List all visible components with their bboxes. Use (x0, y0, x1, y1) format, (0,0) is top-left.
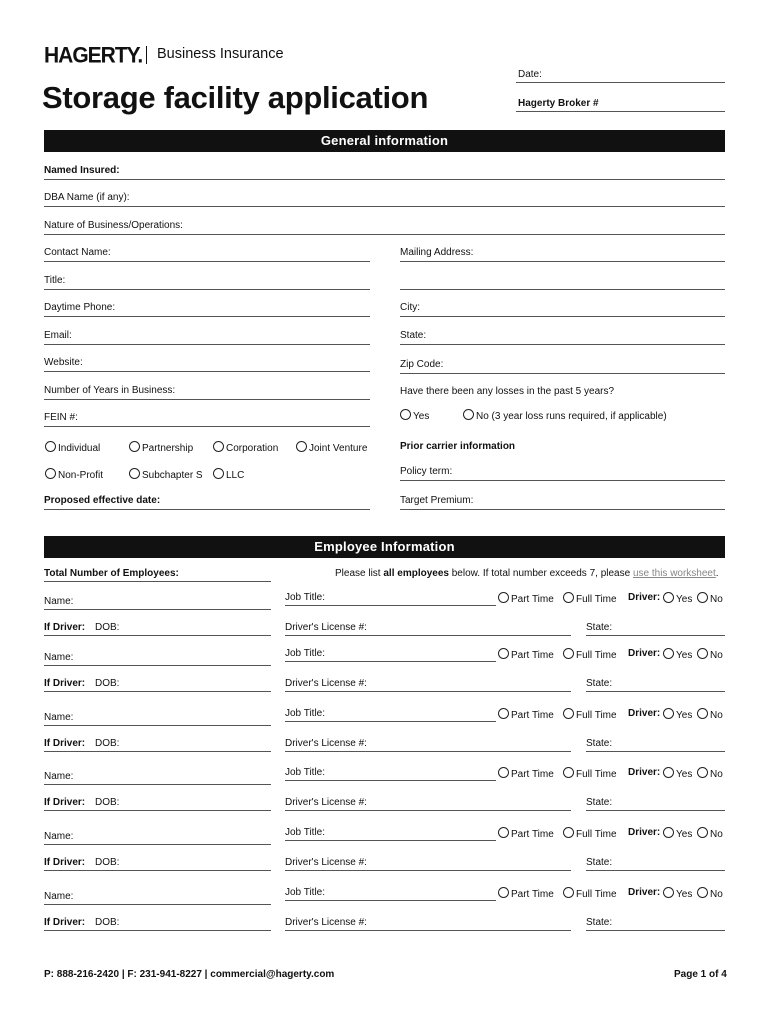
dob-label: DOB: (95, 917, 120, 928)
license-field[interactable] (285, 751, 571, 752)
page-title: Storage facility application (42, 80, 429, 115)
full-time-label: Full Time (576, 594, 617, 605)
driver-yes-label: Yes (676, 769, 693, 780)
job-title-label: Job Title: (285, 767, 326, 778)
driver-no-label: No (710, 650, 723, 661)
part-time-radio[interactable] (498, 767, 554, 780)
license-field[interactable] (285, 810, 571, 811)
driver-no-radio[interactable] (697, 708, 723, 721)
entity-corporation-radio[interactable] (213, 441, 278, 454)
employee-name-field[interactable] (44, 784, 271, 785)
entity-subchapter-s-radio[interactable] (129, 468, 203, 481)
if-driver-label: If Driver: (44, 917, 86, 928)
full-time-radio[interactable] (563, 887, 617, 900)
job-title-field[interactable] (285, 780, 496, 781)
radio-icon (663, 708, 674, 719)
job-title-label: Job Title: (285, 827, 326, 838)
radio-icon (213, 441, 224, 452)
radio-icon (663, 887, 674, 898)
note-text: below. If total number exceeds 7, please (448, 568, 633, 579)
driver-yes-label: Yes (676, 889, 693, 900)
driver-label: Driver: (628, 887, 661, 898)
license-state-field[interactable] (586, 930, 725, 931)
driver-no-radio[interactable] (697, 887, 723, 900)
employee-name-label: Name: (44, 596, 74, 607)
hagerty-logo: HAGERTY. (44, 43, 143, 68)
email-field[interactable] (44, 344, 370, 345)
radio-icon (463, 409, 474, 420)
driver-yes-label: Yes (676, 829, 693, 840)
effective-date-field[interactable] (44, 509, 370, 510)
license-state-label: State: (586, 797, 613, 808)
years-field[interactable] (44, 399, 370, 400)
driver-yes-radio[interactable] (663, 592, 692, 605)
radio-icon (213, 468, 224, 479)
city-field[interactable] (400, 316, 725, 317)
policy-term-label: Policy term: (400, 466, 453, 477)
license-state-label: State: (586, 917, 613, 928)
job-title-field[interactable] (285, 900, 496, 901)
dob-label: DOB: (95, 857, 120, 868)
driver-yes-radio[interactable] (663, 648, 692, 661)
radio-icon (45, 468, 56, 479)
license-field[interactable] (285, 635, 571, 636)
part-time-radio[interactable] (498, 827, 554, 840)
dob-label: DOB: (95, 797, 120, 808)
entity-individual-radio[interactable] (45, 441, 100, 454)
driver-yes-radio[interactable] (663, 887, 692, 900)
driver-yes-label: Yes (676, 710, 693, 721)
license-field[interactable] (285, 930, 571, 931)
radio-icon (663, 827, 674, 838)
radio-icon (663, 648, 674, 659)
website-field[interactable] (44, 371, 370, 372)
entity-label: LLC (226, 470, 245, 481)
date-label: Date: (518, 69, 542, 80)
driver-label: Driver: (628, 767, 661, 778)
driver-label: Driver: (628, 827, 661, 838)
radio-icon (129, 468, 140, 479)
losses-yes-radio[interactable] (400, 409, 429, 422)
radio-icon (663, 767, 674, 778)
full-time-radio[interactable] (563, 827, 617, 840)
driver-label: Driver: (628, 708, 661, 719)
part-time-radio[interactable] (498, 708, 554, 721)
contact-field[interactable] (44, 261, 370, 262)
driver-yes-label: Yes (676, 650, 693, 661)
license-field[interactable] (285, 691, 571, 692)
zip-label: Zip Code: (400, 359, 444, 370)
radio-icon (45, 441, 56, 452)
job-title-field[interactable] (285, 721, 496, 722)
employees-note (335, 568, 719, 579)
driver-yes-radio[interactable] (663, 708, 692, 721)
dob-label: DOB: (95, 622, 120, 633)
radio-icon (697, 708, 708, 719)
driver-yes-radio[interactable] (663, 767, 692, 780)
city-label: City: (400, 302, 420, 313)
part-time-label: Part Time (511, 829, 554, 840)
logo-subtitle: Business Insurance (157, 46, 284, 62)
license-label: Driver's License #: (285, 622, 367, 633)
entity-label: Individual (58, 443, 101, 454)
part-time-label: Part Time (511, 889, 554, 900)
broker-label: Hagerty Broker # (518, 98, 599, 109)
date-field[interactable] (516, 82, 725, 83)
prior-carrier-heading: Prior carrier information (400, 441, 516, 452)
driver-no-radio[interactable] (697, 592, 723, 605)
part-time-label: Part Time (511, 710, 554, 721)
contact-label: Contact Name: (44, 247, 111, 258)
employee-name-label: Name: (44, 891, 74, 902)
title-field[interactable] (44, 289, 370, 290)
full-time-label: Full Time (576, 889, 617, 900)
driver-no-label: No (710, 889, 723, 900)
dob-label: DOB: (95, 678, 120, 689)
driver-yes-label: Yes (676, 594, 693, 605)
broker-field[interactable] (516, 111, 725, 112)
dob-field[interactable] (44, 635, 271, 636)
radio-icon (563, 592, 574, 603)
part-time-radio[interactable] (498, 592, 554, 605)
radio-icon (563, 708, 574, 719)
named-insured-label: Named Insured: (44, 165, 120, 176)
license-label: Driver's License #: (285, 857, 367, 868)
full-time-label: Full Time (576, 829, 617, 840)
radio-icon (697, 592, 708, 603)
phone-field[interactable] (44, 316, 370, 317)
entity-label: Corporation (226, 443, 279, 454)
license-state-label: State: (586, 738, 613, 749)
full-time-label: Full Time (576, 650, 617, 661)
job-title-label: Job Title: (285, 887, 326, 898)
page-number: Page 1 of 4 (674, 969, 727, 980)
logo-divider (146, 46, 147, 64)
job-title-field[interactable] (285, 661, 496, 662)
fein-label: FEIN #: (44, 412, 78, 423)
total-employees-label: Total Number of Employees: (44, 568, 179, 579)
state-label: State: (400, 330, 427, 341)
license-state-label: State: (586, 622, 613, 633)
mailing-field[interactable] (400, 261, 725, 262)
radio-icon (697, 827, 708, 838)
full-time-label: Full Time (576, 710, 617, 721)
dob-field[interactable] (44, 691, 271, 692)
license-label: Driver's License #: (285, 678, 367, 689)
entity-label: Partnership (142, 443, 194, 454)
part-time-label: Part Time (511, 769, 554, 780)
driver-no-radio[interactable] (697, 767, 723, 780)
radio-icon (498, 767, 509, 778)
job-title-label: Job Title: (285, 648, 326, 659)
part-time-label: Part Time (511, 650, 554, 661)
employee-name-label: Name: (44, 652, 74, 663)
website-label: Website: (44, 357, 83, 368)
driver-no-label: No (710, 769, 723, 780)
target-premium-field[interactable] (400, 509, 725, 510)
license-label: Driver's License #: (285, 917, 367, 928)
driver-label: Driver: (628, 592, 661, 603)
note-text: . (715, 568, 719, 579)
employee-name-field[interactable] (44, 904, 271, 905)
driver-no-label: No (710, 829, 723, 840)
state-field[interactable] (400, 344, 725, 345)
phone-label: Daytime Phone: (44, 302, 116, 313)
if-driver-label: If Driver: (44, 678, 86, 689)
job-title-label: Job Title: (285, 592, 326, 603)
driver-no-label: No (710, 594, 723, 605)
part-time-radio[interactable] (498, 887, 554, 900)
total-employees-field[interactable] (44, 581, 271, 582)
part-time-radio[interactable] (498, 648, 554, 661)
nature-field[interactable] (44, 234, 725, 235)
license-state-field[interactable] (586, 691, 725, 692)
employee-name-field[interactable] (44, 725, 271, 726)
policy-term-field[interactable] (400, 480, 725, 481)
employee-name-field[interactable] (44, 665, 271, 666)
radio-icon (498, 648, 509, 659)
radio-icon (129, 441, 140, 452)
zip-field[interactable] (400, 373, 725, 374)
license-state-label: State: (586, 857, 613, 868)
full-time-radio[interactable] (563, 767, 617, 780)
radio-icon (498, 887, 509, 898)
license-state-field[interactable] (586, 635, 725, 636)
radio-icon (296, 441, 307, 452)
radio-icon (563, 887, 574, 898)
driver-no-label: No (710, 710, 723, 721)
radio-icon (400, 409, 411, 420)
entity-joint-venture-radio[interactable] (296, 441, 367, 454)
if-driver-label: If Driver: (44, 622, 86, 633)
note-text: Please list (335, 568, 384, 579)
entity-label: Non-Profit (58, 470, 104, 481)
employee-name-label: Name: (44, 831, 74, 842)
dob-label: DOB: (95, 738, 120, 749)
entity-non-profit-radio[interactable] (45, 468, 103, 481)
license-label: Driver's License #: (285, 738, 367, 749)
years-label: Number of Years in Business: (44, 385, 176, 396)
note-bold: all employees (383, 568, 449, 579)
losses-no-label: No (3 year loss runs required, if applicable) (476, 411, 667, 422)
job-title-label: Job Title: (285, 708, 326, 719)
radio-icon (563, 648, 574, 659)
entity-llc-radio[interactable] (213, 468, 244, 481)
losses-no-radio[interactable] (463, 409, 667, 422)
driver-yes-radio[interactable] (663, 827, 692, 840)
driver-no-radio[interactable] (697, 648, 723, 661)
mailing-label: Mailing Address: (400, 247, 474, 258)
license-state-field[interactable] (586, 751, 725, 752)
title-label: Title: (44, 275, 66, 286)
email-label: Email: (44, 330, 72, 341)
radio-icon (563, 827, 574, 838)
dob-field[interactable] (44, 930, 271, 931)
radio-icon (498, 592, 509, 603)
if-driver-label: If Driver: (44, 797, 86, 808)
job-title-field[interactable] (285, 840, 496, 841)
dba-field[interactable] (44, 206, 725, 207)
radio-icon (498, 827, 509, 838)
employee-info-header: Employee Information (44, 536, 725, 558)
fein-field[interactable] (44, 426, 370, 427)
if-driver-label: If Driver: (44, 738, 86, 749)
employee-name-field[interactable] (44, 609, 271, 610)
radio-icon (697, 887, 708, 898)
dob-field[interactable] (44, 751, 271, 752)
license-label: Driver's License #: (285, 797, 367, 808)
mailing-field-2[interactable] (400, 289, 725, 290)
job-title-field[interactable] (285, 605, 496, 606)
license-field[interactable] (285, 870, 571, 871)
dba-label: DBA Name (if any): (44, 192, 130, 203)
full-time-radio[interactable] (563, 592, 617, 605)
nature-label: Nature of Business/Operations: (44, 220, 183, 231)
dob-field[interactable] (44, 810, 271, 811)
dob-field[interactable] (44, 870, 271, 871)
losses-yes-label: Yes (413, 411, 430, 422)
employee-name-field[interactable] (44, 844, 271, 845)
license-state-field[interactable] (586, 810, 725, 811)
worksheet-link[interactable]: use this worksheet (632, 568, 716, 579)
radio-icon (663, 592, 674, 603)
radio-icon (563, 767, 574, 778)
radio-icon (697, 648, 708, 659)
general-info-header: General information (44, 130, 725, 152)
radio-icon (697, 767, 708, 778)
full-time-radio[interactable] (563, 708, 617, 721)
named-insured-field[interactable] (44, 179, 725, 180)
effective-date-label: Proposed effective date: (44, 495, 161, 506)
target-premium-label: Target Premium: (400, 495, 474, 506)
license-state-field[interactable] (586, 870, 725, 871)
driver-no-radio[interactable] (697, 827, 723, 840)
entity-partnership-radio[interactable] (129, 441, 193, 454)
license-state-label: State: (586, 678, 613, 689)
losses-question: Have there been any losses in the past 5 years? (400, 386, 615, 397)
employee-name-label: Name: (44, 771, 74, 782)
full-time-label: Full Time (576, 769, 617, 780)
driver-label: Driver: (628, 648, 661, 659)
part-time-label: Part Time (511, 594, 554, 605)
entity-label: Subchapter S (142, 470, 203, 481)
employee-name-label: Name: (44, 712, 74, 723)
entity-label: Joint Venture (309, 443, 368, 454)
if-driver-label: If Driver: (44, 857, 86, 868)
full-time-radio[interactable] (563, 648, 617, 661)
footer-contact: P: 888-216-2420 | F: 231-941-8227 | commercial@hagerty.com (44, 969, 335, 980)
radio-icon (498, 708, 509, 719)
